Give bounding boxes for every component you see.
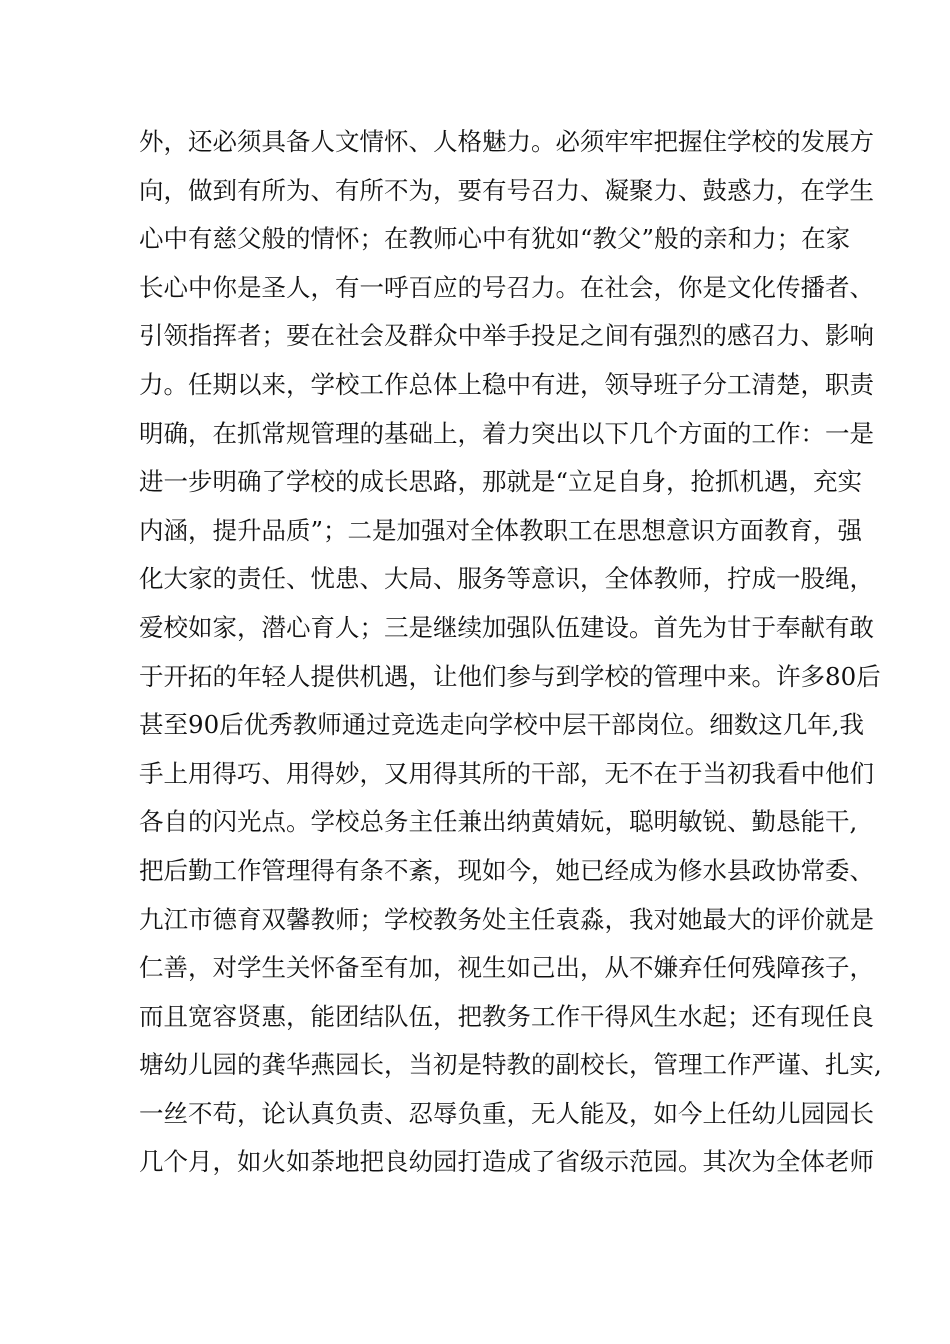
text-line: 甚 至 90 后 优 秀 教 师 通 过 竞 选 走 向 学 校 中 层 干 部 岗 位 。 细 数 这 几 年 , 我 (139, 710, 864, 740)
text-line: 爱 校 如 家 ， 潜 心 育 人 ； 三 是 继 续 加 强 队 伍 建 设 。 首 先 为 甘 于 奉 献 有 敢 (139, 612, 874, 642)
text-line: 内 涵 ， 提 升 品 质 ” ； 二 是 加 强 对 全 体 教 职 工 在 思 想 意 识 方 面 教 育 ， 强 (139, 515, 863, 545)
text-line: 把 后 勤 工 作 管 理 得 有 条 不 紊 ， 现 如 今 ， 她 已 经 成 为 修 水 县 政 协 常 委 、 (139, 855, 874, 885)
text-line: 进 一 步 明 确 了 学 校 的 成 长 思 路 ， 那 就 是 “ 立 足 自 身 ， 抢 抓 机 遇 ， 充 实 (139, 467, 863, 497)
text-line: 而 且 宽 容 贤 惠 ， 能 团 结 队 伍 ， 把 教 务 工 作 干 得 风 生 水 起 ； 还 有 现 任 良 (139, 1001, 874, 1031)
text-line: 化 大 家 的 责 任 、 忧 患 、 大 局 、 服 务 等 意 识 ， 全 体 教 师 ， 拧 成 一 股 绳 ， (139, 564, 874, 594)
text-line: 手 上 用 得 巧 、 用 得 妙 ， 又 用 得 其 所 的 干 部 ， 无 不 在 于 当 初 我 看 中 他 们 (139, 758, 874, 788)
text-line: 长 心 中 你 是 圣 人 ， 有 一 呼 百 应 的 号 召 力 。 在 社 会 ， 你 是 文 化 传 播 者 、 (139, 272, 874, 302)
text-line: 力 。 任 期 以 来 ， 学 校 工 作 总 体 上 稳 中 有 进 ， 领 导 班 子 分 工 清 楚 ， 职 责 (139, 369, 874, 399)
text-line: 几 个 月 ， 如 火 如 荼 地 把 良 幼 园 打 造 成 了 省 级 示 范 园 。 其 次 为 全 体 老 师 (139, 1147, 874, 1177)
text-line: 一 丝 不 苟 ， 论 认 真 负 责 、 忍 辱 负 重 ， 无 人 能 及 ， 如 今 上 任 幼 儿 园 园 长 (139, 1098, 874, 1128)
text-line: 九 江 市 德 育 双 馨 教 师 ； 学 校 教 务 处 主 任 袁 淼 ， 我 对 她 最 大 的 评 价 就 是 (139, 904, 874, 934)
body-text (139, 118, 882, 1187)
text-line: 塘 幼 儿 园 的 龚 华 燕 园 长 ， 当 初 是 特 教 的 副 校 长 ， 管 理 工 作 严 谨 、 扎 实 , (139, 1050, 882, 1080)
text-line: 明 确 ， 在 抓 常 规 管 理 的 基 础 上 ， 着 力 突 出 以 下 几 个 方 面 的 工 作 ： 一 是 (139, 418, 874, 448)
text-line: 引 领 指 挥 者 ； 要 在 社 会 及 群 众 中 举 手 投 足 之 间 有 强 烈 的 感 召 力 、 影 响 (139, 321, 874, 351)
text-line: 外 ， 还 必 须 具 备 人 文 情 怀 、 人 格 魅 力 。 必 须 牢 牢 把 握 住 学 校 的 发 展 方 (139, 127, 874, 156)
text-line: 各 自 的 闪 光 点 。 学 校 总 务 主 任 兼 出 纳 黄 婧 妧 ， 聪 明 敏 锐 、 勤 恳 能 干 , (139, 807, 858, 837)
text-line: 于 开 拓 的 年 轻 人 提 供 机 遇 ， 让 他 们 参 与 到 学 校 的 管 理 中 来 。 许 多 80 后 (139, 661, 881, 691)
text-line: 仁 善 ， 对 学 生 关 怀 备 至 有 加 ， 视 生 如 己 出 ， 从 不 嫌 弃 任 何 残 障 孩 子 ， (139, 953, 874, 983)
text-line: 心 中 有 慈 父 般 的 情 怀 ； 在 教 师 心 中 有 犹 如 “ 教 父 ” 般 的 亲 和 力 ； 在 家 (139, 224, 851, 254)
text-line: 向 ， 做 到 有 所 为 、 有 所 不 为 ， 要 有 号 召 力 、 凝 聚 力 、 鼓 惑 力 ， 在 学 生 (139, 175, 874, 205)
